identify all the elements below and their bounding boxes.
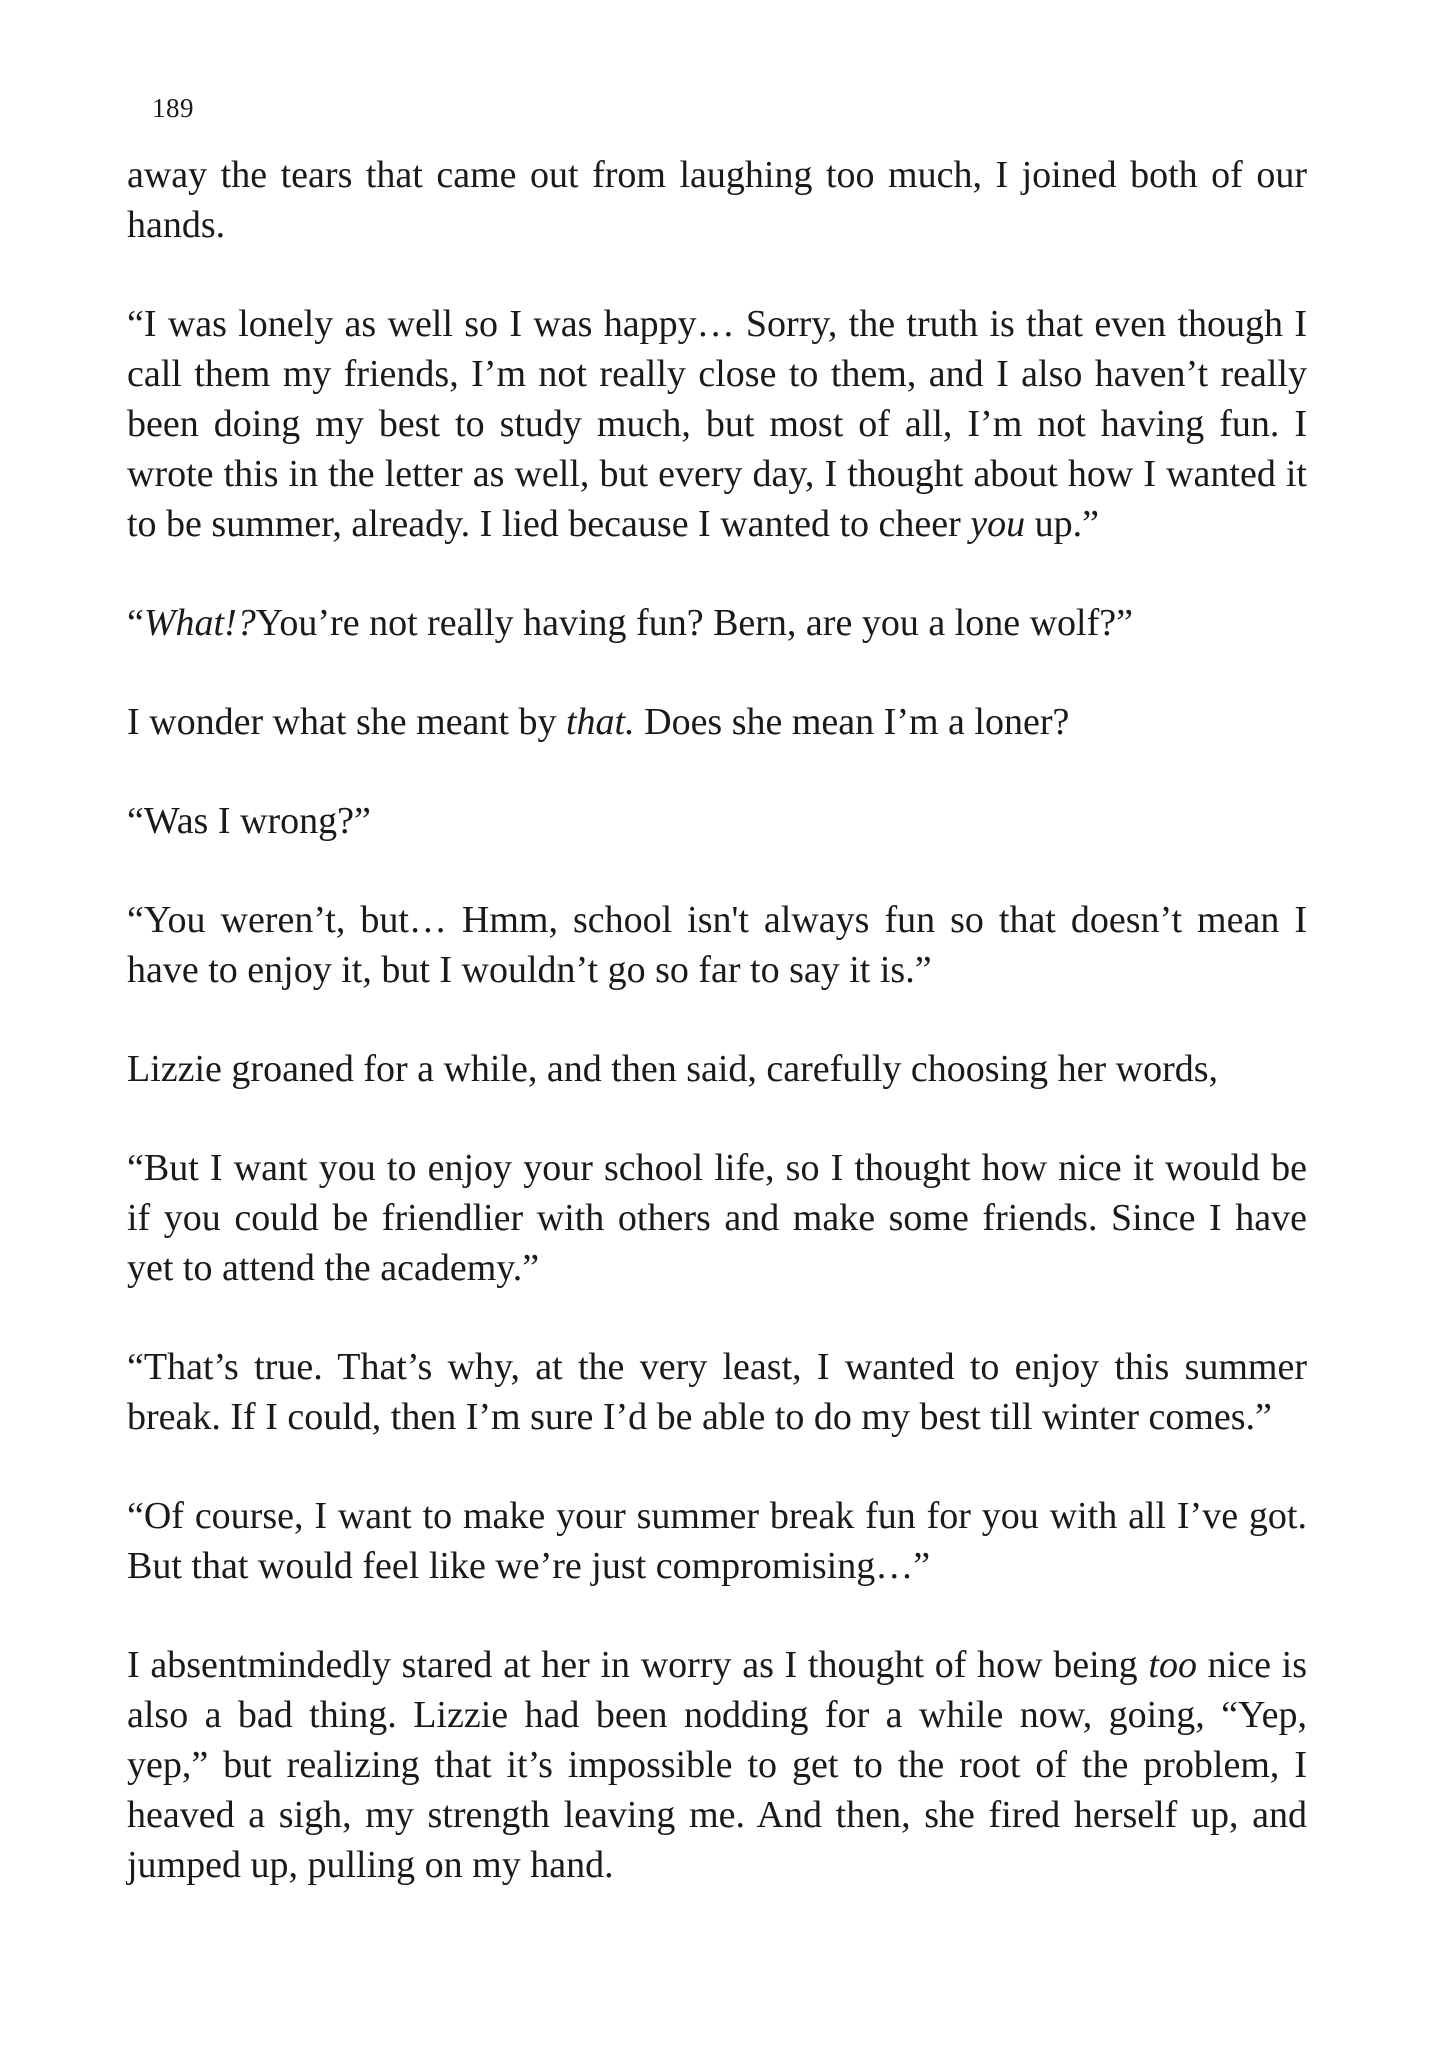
paragraph-text: away the tears that came out from laughing too much, I joined both of our hands.	[127, 154, 1307, 246]
paragraph	[127, 1143, 1307, 1293]
paragraph-text: Does she mean I’m a loner?	[634, 701, 1070, 743]
paragraph-text: “Of course, I want to make your summer break fun for you with all I’ve got. But that would feel like we’re just compromising…”	[127, 1495, 1307, 1587]
paragraph	[127, 1044, 1307, 1094]
paragraph-text: “I was lonely as well so I was happy… Sorry, the truth is that even though I call them my friends, I’m not really close to them, and I also haven’t really been doing my best to study much, but most of all, I’m not having fun. I wrote this in the letter as well, but every day, I thought about how I wanted it to be summer, already. I lied because I wanted to cheer	[127, 303, 1307, 545]
body-text	[127, 150, 1307, 1939]
emphasis-text: you	[970, 503, 1026, 545]
paragraph	[127, 1640, 1307, 1890]
paragraph	[127, 796, 1307, 846]
paragraph-text: “Was I wrong?”	[127, 800, 371, 842]
paragraph-text: “That’s true. That’s why, at the very least, I wanted to enjoy this summer break. If I could, then I’m sure I’d be able to do my best till winter comes.”	[127, 1346, 1307, 1438]
paragraph-text: I wonder what she meant by	[127, 701, 566, 743]
paragraph	[127, 697, 1307, 747]
paragraph	[127, 598, 1307, 648]
paragraph-text: “	[127, 602, 144, 644]
paragraph-text: You’re not really having fun? Bern, are you a lone wolf?”	[255, 602, 1133, 644]
page-number: 189	[152, 93, 194, 123]
paragraph	[127, 1491, 1307, 1591]
paragraph	[127, 1342, 1307, 1442]
paragraph-text: I absentmindedly stared at her in worry as I thought of how being	[127, 1644, 1149, 1686]
paragraph-text: “But I want you to enjoy your school life, so I thought how nice it would be if you could be friendlier with others and make some friends. Since I have yet to attend the academy.”	[127, 1147, 1307, 1289]
paragraph-text: “You weren’t, but… Hmm, school isn't always fun so that doesn’t mean I have to enjoy it, but I wouldn’t go so far to say it is.”	[127, 899, 1307, 991]
paragraph-text: up.”	[1025, 503, 1100, 545]
paragraph	[127, 895, 1307, 995]
emphasis-text: that.	[566, 701, 635, 743]
emphasis-text: too	[1148, 1644, 1197, 1686]
paragraph-text: Lizzie groaned for a while, and then said, carefully choosing her words,	[127, 1048, 1219, 1090]
paragraph	[127, 150, 1307, 250]
emphasis-text: What!?	[143, 602, 256, 644]
paragraph-text: nice is also a bad thing. Lizzie had been nodding for a while now, going, “Yep, yep,” but realizing that it’s impossible to get to the root of the problem, I heaved a sigh, my strength leaving me. And then, she fired herself up, and jumped up, pulling on my hand.	[127, 1644, 1308, 1886]
paragraph	[127, 299, 1307, 549]
